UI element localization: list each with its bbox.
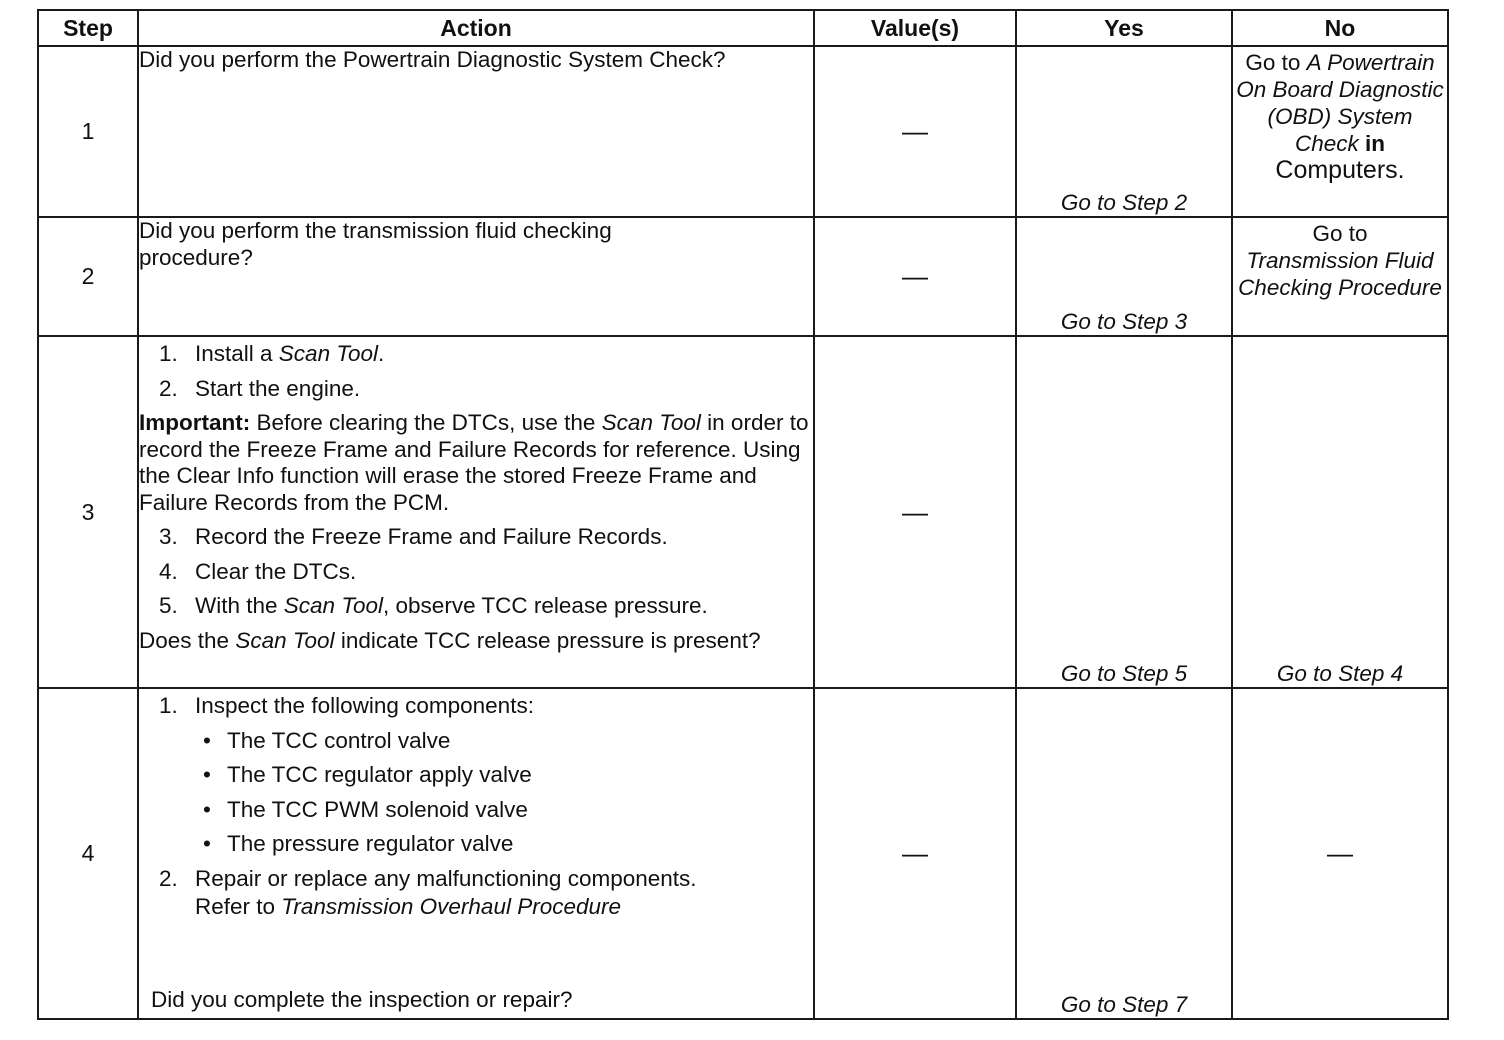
yes-cell xyxy=(1016,46,1232,217)
table-row-step-2 xyxy=(38,217,1448,336)
table-row-step-1 xyxy=(38,46,1448,217)
header-values: Value(s) xyxy=(814,10,1016,46)
bullet-item: • The TCC PWM solenoid valve xyxy=(203,796,528,822)
header-row xyxy=(38,10,1448,46)
no-post: Computers. xyxy=(1275,156,1405,184)
no-mid: in xyxy=(1365,131,1386,156)
step-number: 4 xyxy=(38,688,138,1019)
no-pre: Go to xyxy=(1245,50,1301,75)
yes-cell xyxy=(1016,336,1232,688)
value-cell: — xyxy=(814,46,1016,217)
refer-link[interactable]: Transmission Overhaul Procedure xyxy=(281,894,622,919)
bullet-item: • The TCC control valve xyxy=(203,727,451,753)
refer-text: Refer to Transmission Overhaul Procedure xyxy=(195,894,622,919)
action-cell xyxy=(138,46,814,217)
table-row-step-3 xyxy=(38,336,1448,688)
action-cell xyxy=(138,217,814,336)
action-text: Did you perform the transmission fluid checking procedure? xyxy=(139,218,612,270)
no-link[interactable]: Transmission Fluid Checking Procedure xyxy=(1238,248,1442,300)
yes-cell xyxy=(1016,688,1232,1019)
yes-link[interactable]: Go to Step 3 xyxy=(1060,309,1188,334)
table-row-step-4 xyxy=(38,688,1448,1019)
question-text: Does the Scan Tool indicate TCC release pressure is present? xyxy=(139,627,761,653)
action-cell xyxy=(138,688,814,1019)
value-cell: — xyxy=(814,688,1016,1019)
list-item: 5. With the Scan Tool, observe TCC release pressure. xyxy=(159,593,708,618)
list-item: 1. Inspect the following components: xyxy=(159,693,534,718)
list-item: 1. Install a Scan Tool. xyxy=(159,341,385,366)
yes-link[interactable]: Go to Step 5 xyxy=(1060,661,1188,686)
list-item: 4. Clear the DTCs. xyxy=(159,558,357,584)
step-number: 2 xyxy=(38,217,138,336)
header-step: Step xyxy=(38,10,138,46)
yes-cell xyxy=(1016,217,1232,336)
list-item: 2. Start the engine. xyxy=(159,375,361,401)
value-cell: — xyxy=(814,336,1016,688)
header-no: No xyxy=(1232,10,1448,46)
step-number: 1 xyxy=(38,46,138,217)
list-item: 3. Record the Freeze Frame and Failure Records. xyxy=(159,524,668,549)
question-text: Did you complete the inspection or repair? xyxy=(151,986,573,1012)
step-number: 3 xyxy=(38,336,138,688)
value-cell: — xyxy=(814,217,1016,336)
no-link[interactable]: A Powertrain On Board Diagnostic (OBD) System Check xyxy=(1236,50,1444,156)
diagnostic-table xyxy=(37,9,1449,1020)
bullet-item: • The TCC regulator apply valve xyxy=(203,762,532,787)
no-cell: — xyxy=(1232,688,1448,1019)
yes-link[interactable]: Go to Step 2 xyxy=(1060,190,1188,215)
no-cell xyxy=(1232,46,1448,217)
no-pre: Go to xyxy=(1312,221,1368,246)
no-link[interactable]: Go to Step 4 xyxy=(1276,661,1404,686)
yes-link[interactable]: Go to Step 7 xyxy=(1060,992,1188,1017)
header-action: Action xyxy=(138,10,814,46)
bullet-item: • The pressure regulator valve xyxy=(203,831,514,856)
header-yes: Yes xyxy=(1016,10,1232,46)
action-text: Did you perform the Powertrain Diagnostic System Check? xyxy=(139,47,726,72)
no-cell xyxy=(1232,336,1448,688)
list-item: 2. Repair or replace any malfunctioning components. xyxy=(159,865,697,891)
action-cell xyxy=(138,336,814,688)
no-cell xyxy=(1232,217,1448,336)
important-note: Important: Before clearing the DTCs, use the Scan Tool in order to record the Freeze Frame and Failure Records for reference. Using the Clear Info function will erase the stored Freeze Frame and Failure Records from the PCM. xyxy=(139,410,809,515)
